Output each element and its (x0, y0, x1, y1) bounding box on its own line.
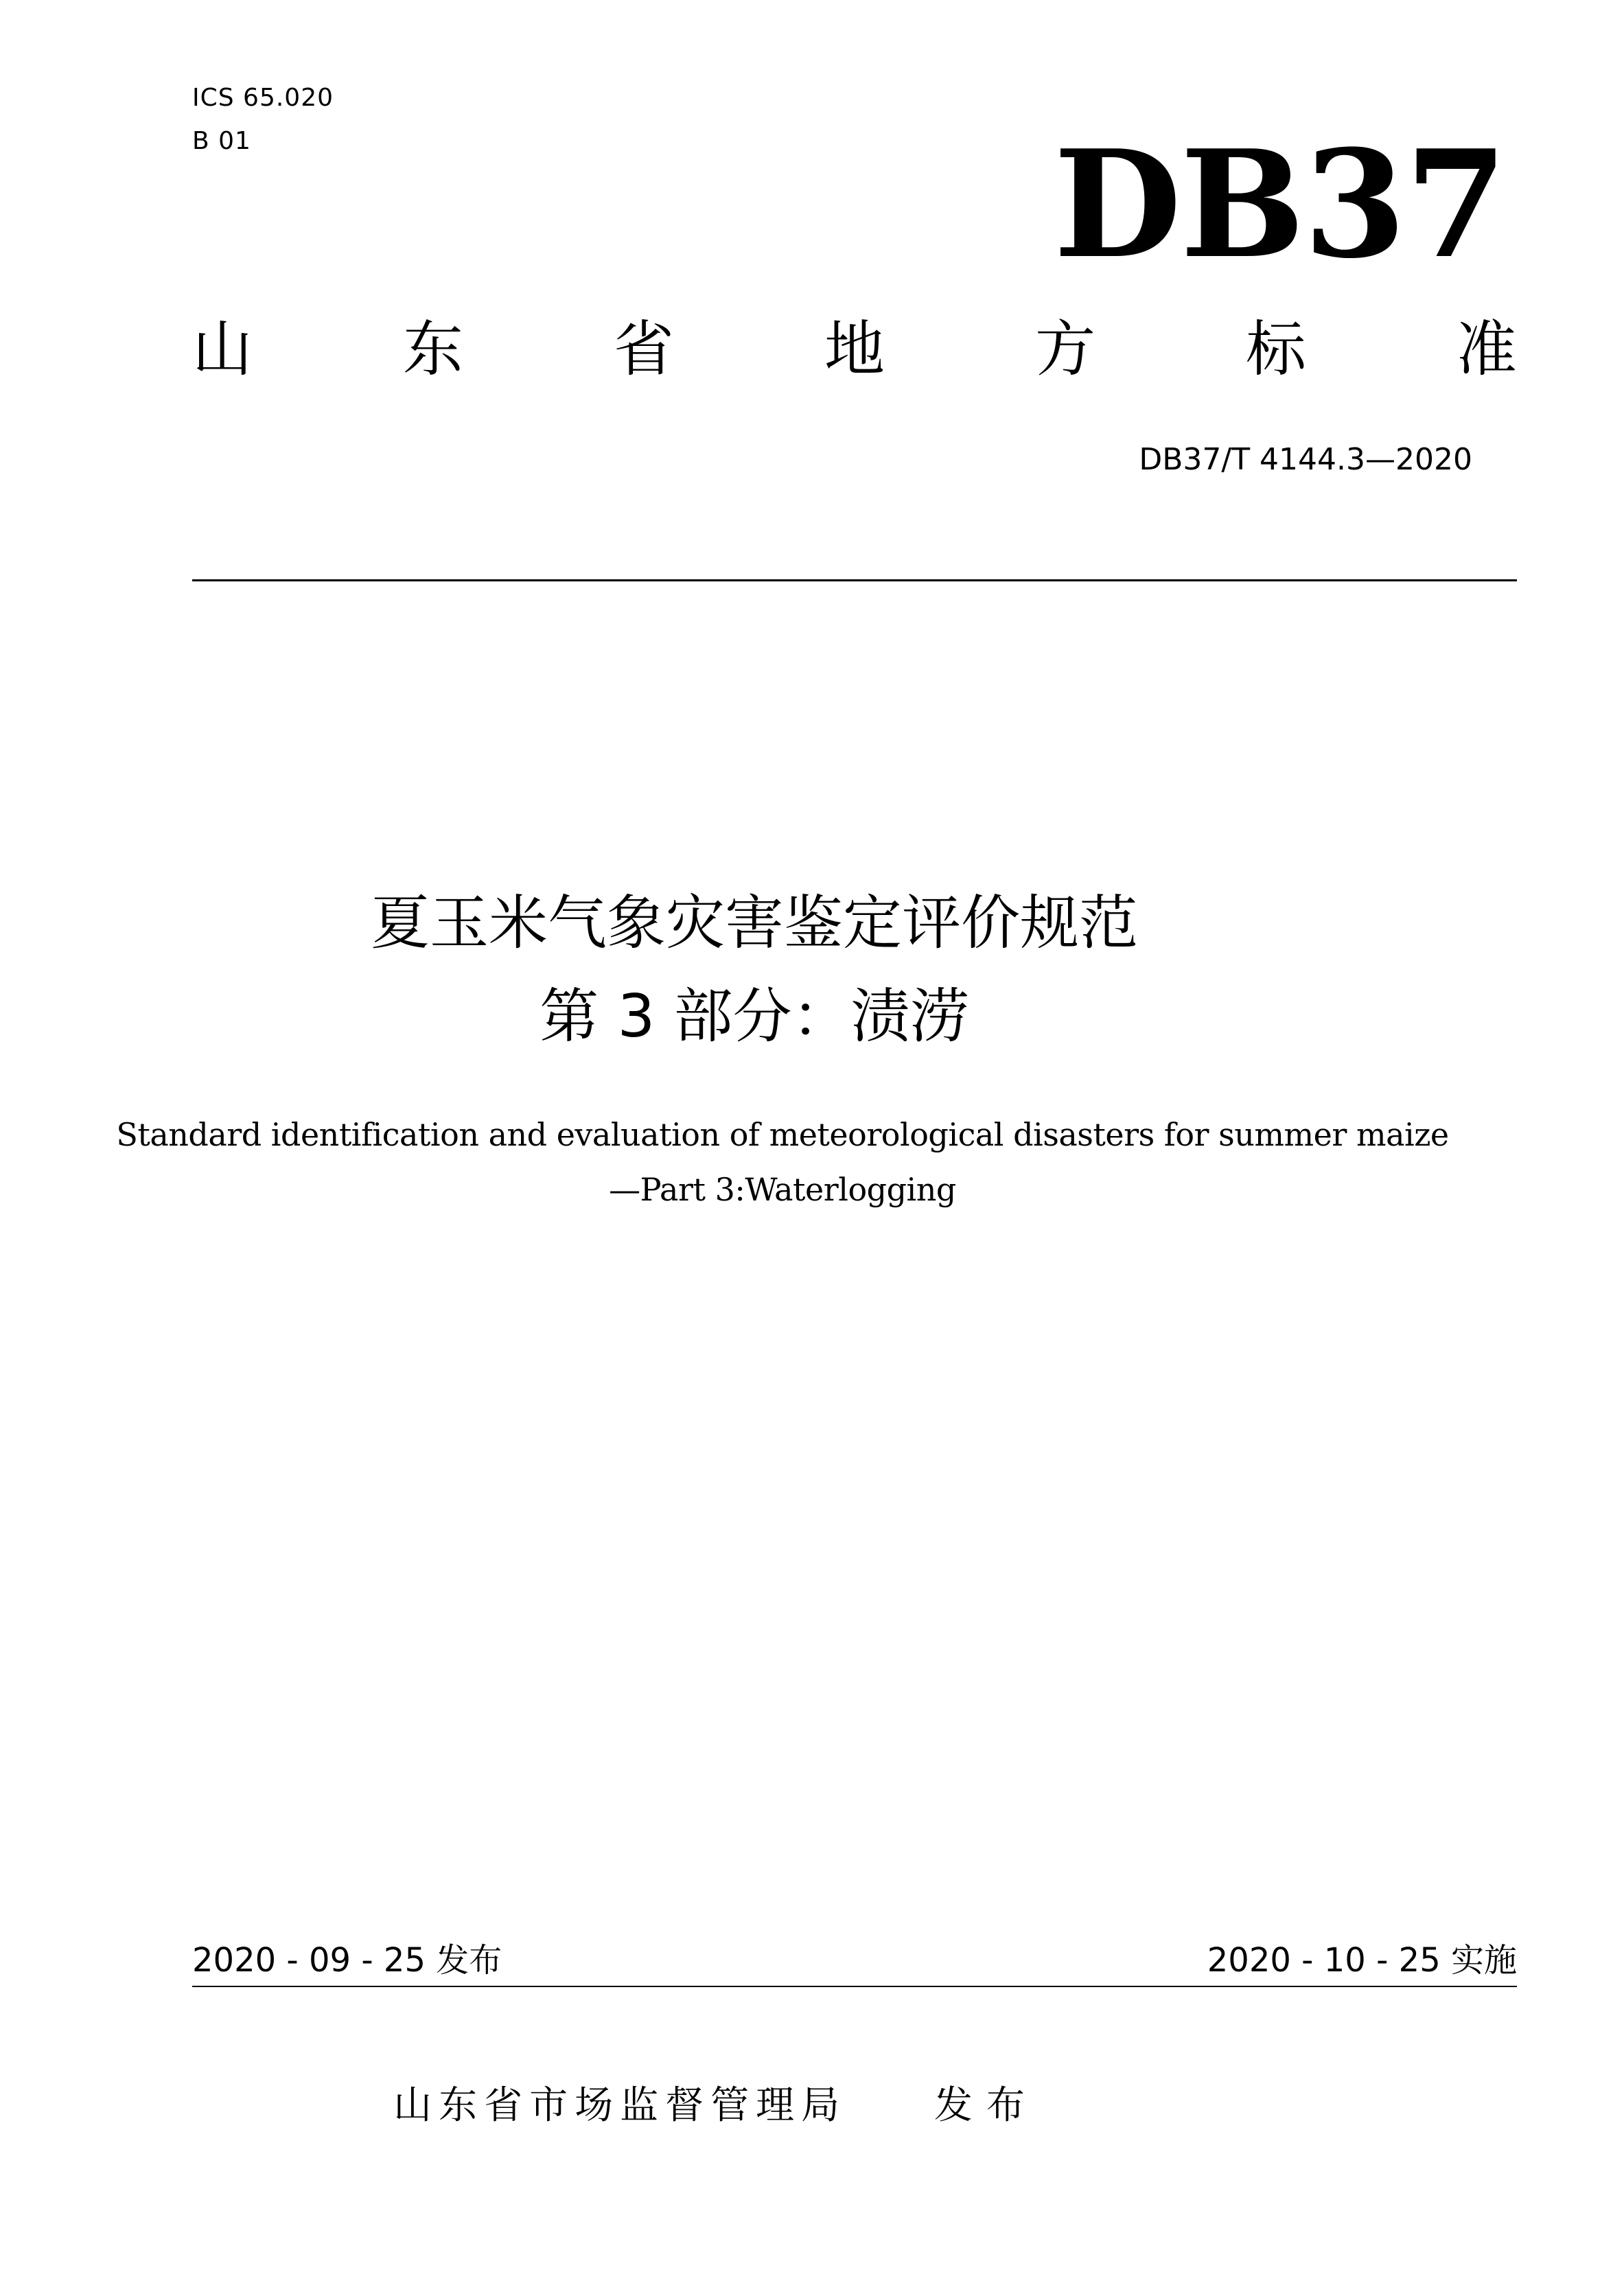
ics-code: ICS 65.020 (192, 84, 334, 112)
ccs-code: B 01 (192, 127, 251, 155)
heading-char: 方 (1034, 314, 1095, 384)
standard-mark: DB37 (1054, 117, 1507, 291)
standard-number: DB37/T 4144.3—2020 (1139, 442, 1472, 477)
publisher-line (0, 2083, 1624, 2128)
issue-date: 2020 - 09 - 25 发布 (192, 1941, 502, 1980)
title-english-line-1: Standard identification and evaluation of meteorological disasters for summer maize (116, 1116, 1449, 1153)
heading-char: 省 (613, 314, 674, 384)
standard-heading (192, 314, 1517, 384)
title-english-line-2: —Part 3:Waterlogging (609, 1171, 956, 1208)
header-divider (192, 579, 1517, 581)
title-chinese-line-2: 第 3 部分：渍涝 (540, 982, 969, 1051)
heading-char: 准 (1456, 314, 1517, 384)
heading-char: 东 (402, 314, 463, 384)
heading-char: 标 (1245, 314, 1306, 384)
effective-date: 2020 - 10 - 25 实施 (1207, 1941, 1517, 1980)
title-chinese-line-1: 夏玉米气象灾害鉴定评价规范 (371, 889, 1138, 958)
date-divider (192, 1986, 1517, 1987)
heading-char: 山 (192, 314, 253, 384)
publisher-name: 山东省市场监督管理局 (393, 2083, 847, 2128)
publisher-action: 发布 (933, 2083, 1039, 2128)
heading-char: 地 (824, 314, 885, 384)
